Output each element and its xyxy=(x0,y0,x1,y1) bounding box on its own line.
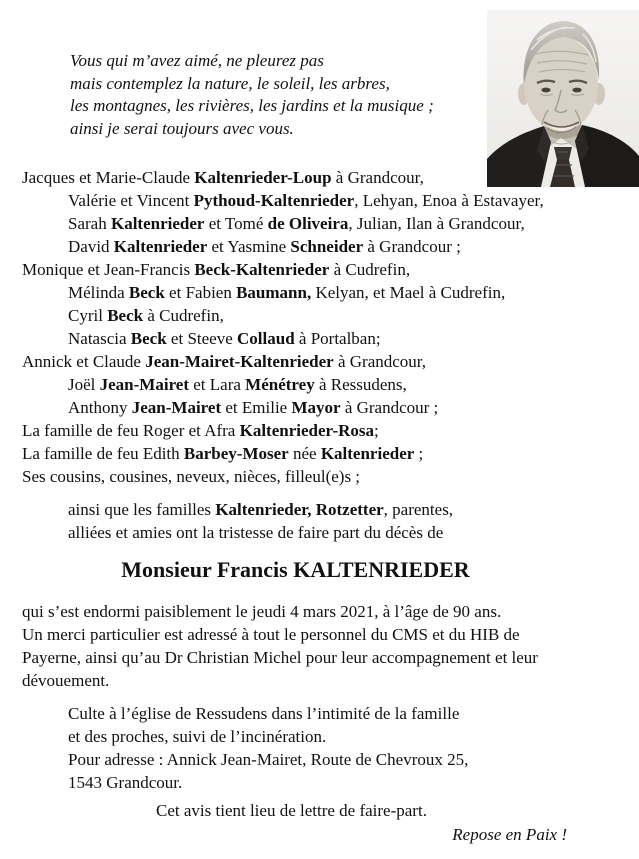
family-list xyxy=(22,166,544,488)
announcement xyxy=(68,498,453,544)
text-line: Anthony Jean-Mairet et Emilie Mayor à Grandcour ; xyxy=(68,398,439,417)
epitaph-poem xyxy=(70,50,434,140)
text-line: dévouement. xyxy=(22,671,110,690)
text-line: Ses cousins, cousines, neveux, nièces, filleul(e)s ; xyxy=(22,467,361,486)
text-line: Pour adresse : Annick Jean-Mairet, Route de Chevroux 25, xyxy=(68,750,469,769)
text-line: Payerne, ainsi qu’au Dr Christian Michel pour leur accompagnement et leur xyxy=(22,648,538,667)
text-line: La famille de feu Roger et Afra Kaltenrieder-Rosa; xyxy=(22,421,379,440)
deceased-name: Monsieur Francis KALTENRIEDER xyxy=(121,557,470,582)
text-line: Mélinda Beck et Fabien Baumann, Kelyan, et Mael à Cudrefin, xyxy=(68,283,506,302)
ceremony-details xyxy=(68,702,468,794)
text-line: Un merci particulier est adressé à tout le personnel du CMS et du HIB de xyxy=(22,625,520,644)
text-line: Natascia Beck et Steeve Collaud à Portalban; xyxy=(68,329,381,348)
text-line: qui s’est endormi paisiblement le jeudi 4 mars 2021, à l’âge de 90 ans. xyxy=(22,602,502,621)
text-line: Valérie et Vincent Pythoud-Kaltenrieder, Lehyan, Enoa à Estavayer, xyxy=(68,191,544,210)
text-line: et des proches, suivi de l’incinération. xyxy=(68,727,327,746)
text-line: ainsi que les familles Kaltenrieder, Rotzetter, parentes, xyxy=(68,500,454,519)
text-line: Vous qui m’avez aimé, ne pleurez pas xyxy=(70,51,324,70)
rest-in-peace: Repose en Paix ! xyxy=(452,825,567,844)
faire-part-notice: Cet avis tient lieu de lettre de faire-part. xyxy=(156,801,427,820)
text-line: Joël Jean-Mairet et Lara Ménétrey à Ressudens, xyxy=(68,375,407,394)
portrait-photo xyxy=(487,10,639,187)
text-line: La famille de feu Edith Barbey-Moser née Kaltenrieder ; xyxy=(22,444,424,463)
text-line: ainsi je serai toujours avec vous. xyxy=(70,118,294,138)
death-notice xyxy=(22,600,538,692)
text-line: David Kaltenrieder et Yasmine Schneider à Grandcour ; xyxy=(68,237,461,256)
portrait-photo-illustration xyxy=(487,10,639,187)
text-line: Jacques et Marie-Claude Kaltenrieder-Loup à Grandcour, xyxy=(22,168,424,187)
text-line: Culte à l’église de Ressudens dans l’intimité de la famille xyxy=(68,704,460,723)
text-line: 1543 Grandcour. xyxy=(68,773,183,792)
text-line: mais contemplez la nature, le soleil, les arbres, xyxy=(70,73,390,93)
text-line: Monique et Jean-Francis Beck-Kaltenrieder à Cudrefin, xyxy=(22,260,411,279)
text-line: alliées et amies ont la tristesse de faire part du décès de xyxy=(68,523,444,542)
text-line: Annick et Claude Jean-Mairet-Kaltenrieder à Grandcour, xyxy=(22,352,427,371)
text-line: Cyril Beck à Cudrefin, xyxy=(68,306,224,325)
text-line: les montagnes, les rivières, les jardins et la musique ; xyxy=(70,96,434,115)
text-line: Sarah Kaltenrieder et Tomé de Oliveira, Julian, Ilan à Grandcour, xyxy=(68,214,525,233)
